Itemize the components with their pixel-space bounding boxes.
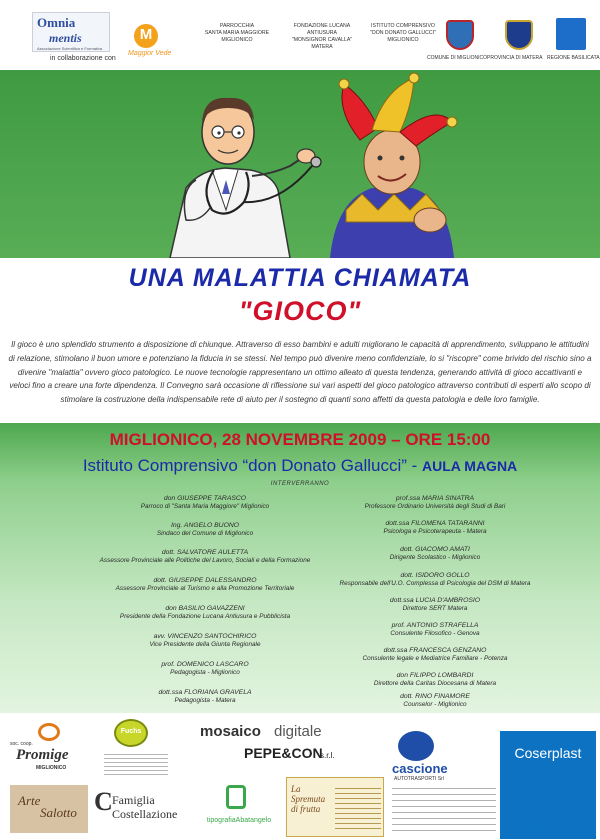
- omnia-logo-line1: Omnia: [37, 15, 76, 30]
- speaker-left-6: avv. VINCENZO SANTOCHIRICO Vice Presidente della Giunta Regionale: [149, 633, 261, 648]
- speaker-right-7: dott.ssa FRANCESCA GENZANO Consulente legale e Mediatrice Familiare - Potenza: [362, 647, 508, 662]
- fuchs-text-block: [104, 751, 168, 775]
- event-venue: [0, 456, 600, 476]
- speaker-right-4: dott. ISIDORO GOLLO Responsabile dell'U.O. Complessa di Psicologia del DSM di Matera: [339, 572, 531, 587]
- crest-caption-regione: REGIONE BASILICATA: [547, 55, 600, 61]
- speaker-left-8: dott.ssa FLORIANA GRAVELA Pedagogista - Matera: [158, 689, 252, 704]
- promige-logo: soc. coop. Promige MIGLIONICO: [10, 723, 90, 775]
- speaker-right-5: dott.ssa LUCIA D'AMBROSIO Direttore SERT Matera: [389, 597, 481, 612]
- spremuta-logo: La Spremuta di frutta: [286, 777, 384, 837]
- speaker-right-2: dott.ssa FILOMENA TATARANNI Psicologa e Psicoterapeuta - Matera: [383, 520, 487, 535]
- cascione-globe-icon: [398, 731, 434, 761]
- famiglia-costellazione-logo: C Famiglia Costellazione: [94, 787, 178, 821]
- crest-caption-provincia: PROVINCIA DI MATERA: [487, 55, 543, 61]
- jester-character-icon: [330, 73, 457, 258]
- hero-illustration: [0, 70, 600, 258]
- venue-separator: -: [406, 456, 423, 475]
- speaker-left-3: dott. SALVATORE AULETTA Assessore Provinciale alle Politiche del Lavoro, Sociali e della Formazione: [99, 549, 311, 564]
- provincia-crest-icon: [505, 20, 533, 50]
- cascione-address-block: [392, 783, 496, 831]
- speaker-right-3: dott. GIACOMO AMATI Dirigente Scolastico - Miglionico: [389, 546, 481, 561]
- promige-ring-icon: [38, 723, 60, 741]
- header-logo-strip: [0, 0, 600, 70]
- famiglia-letter-icon: C: [94, 787, 113, 816]
- event-date: MIGLIONICO, 28 NOVEMBRE 2009 – ORE 15:00: [109, 430, 491, 449]
- crest-caption-comune: COMUNE DI MIGLIONICO: [427, 55, 488, 61]
- cascione-logo: cascione AUTOTRASPORTI Srl: [388, 731, 492, 779]
- regione-crest-icon: [556, 18, 586, 50]
- collaboration-label: in collaborazione con: [50, 55, 116, 62]
- mosaico-digitale-logo: mosaico digitale PEPE&CON s.r.l.: [200, 723, 335, 761]
- org-fondazione: FONDAZIONE LUCANA ANTIUSURA "MONSIGNOR CAVALLA" MATERA: [291, 23, 353, 50]
- omnia-logo-subtitle: Associazione Scientifica e Formativa: [37, 46, 103, 51]
- spremuta-text-block: [335, 784, 381, 830]
- event-title-line2: "GIOCO": [238, 296, 362, 326]
- sponsor-logos: [0, 713, 600, 840]
- speaker-left-5: don BASILIO GAVAZZENI Presidente della Fondazione Lucana Antiusura e Pubblicista: [119, 605, 291, 620]
- intro-paragraph: Il gioco è uno splendido strumento a disposizione di chiunque. Attraverso di esso bambini e adulti migliorano le capacità di apprendimento, sviluppano le attitudini di relazione, stimolano il buon umore e potenziano la fiducia in se stessi. Nel tempo può divenire meno confidenziale, lo si "riscopre" come brivido del rischio sino a divenire "malattia" ovvero gioco patologico. Le nuove tecnologie rappresentano un ottimo alleato di questa tendenza, generando attività di gioco accattivanti e veloci fino a creare una forte dipendenza. Il Convegno sarà occasione di riflessione sui vari aspetti del gioco patologico attraverso contributi di esperti allo scopo di stimolare la costruzione della indispensabile rete di aiuto per il sostegno di quanti sono affetti da questa patologia e delle loro famiglie.: [8, 340, 592, 405]
- speakers-heading: INTERVERRANNO: [270, 481, 330, 487]
- speaker-left-1: don GIUSEPPE TARASCO Parroco di "Santa Maria Maggiore" Miglionico: [140, 495, 270, 510]
- speaker-right-8: don FILIPPO LOMBARDI Direttore della Caritas Diocesana di Matera: [373, 672, 497, 687]
- coserplast-logo: Coserplast: [500, 731, 596, 839]
- speaker-right-9: dott. RINO FINAMORE Counselor - Miglionico: [400, 693, 470, 708]
- org-istituto: ISTITUTO COMPRENSIVO "DON DONATO GALLUCCI" MIGLIONICO: [370, 23, 436, 43]
- tipografia-icon: [226, 785, 246, 809]
- speaker-left-7: prof. DOMENICO LASCARO Pedagogista - Miglionico: [161, 661, 249, 676]
- org-parrocchia: PARROCCHIA SANTA MARIA MAGGIORE MIGLIONICO: [204, 23, 270, 43]
- maggior-vede-logo: [128, 24, 184, 60]
- omnia-logo-line2: mentis: [49, 31, 82, 45]
- mv-logo-text: Maggior Vede: [128, 50, 172, 57]
- event-title-line1: UNA MALATTIA CHIAMATA: [128, 264, 472, 292]
- venue-name: Istituto Comprensivo “don Donato Gallucci”: [82, 456, 407, 475]
- doctor-cartoon-icon: [170, 98, 321, 258]
- tipografia-abatangelo-logo: tipografiaAbatangelo: [196, 785, 282, 833]
- arte-salotto-logo: Arte Salotto: [10, 785, 88, 833]
- venue-aula: AULA MAGNA: [422, 458, 518, 474]
- speaker-right-6: prof. ANTONIO STRAFELLA Consulente Filosofico - Genova: [390, 622, 480, 637]
- doctor-and-jester-illustration: [0, 70, 600, 258]
- mv-disk-icon: M: [134, 24, 158, 48]
- serramenti-caption: SERRAMENTI E FINESTRE: [509, 826, 587, 832]
- fuchs-logo: Fuchs: [100, 719, 174, 779]
- comune-crest-icon: [446, 20, 474, 50]
- speaker-left-4: dott. GIUSEPPE DALESSANDRO Assessore Provinciale al Turismo e alla Promozione Territoriale: [115, 577, 295, 592]
- speaker-right-1: prof.ssa MARIA SINATRA Professore Ordinario Università degli Studi di Bari: [364, 495, 506, 510]
- speaker-left-2: Ing. ANGELO BUONO Sindaco del Comune di Miglionico: [156, 522, 254, 537]
- omnia-mentis-logo: [32, 12, 110, 52]
